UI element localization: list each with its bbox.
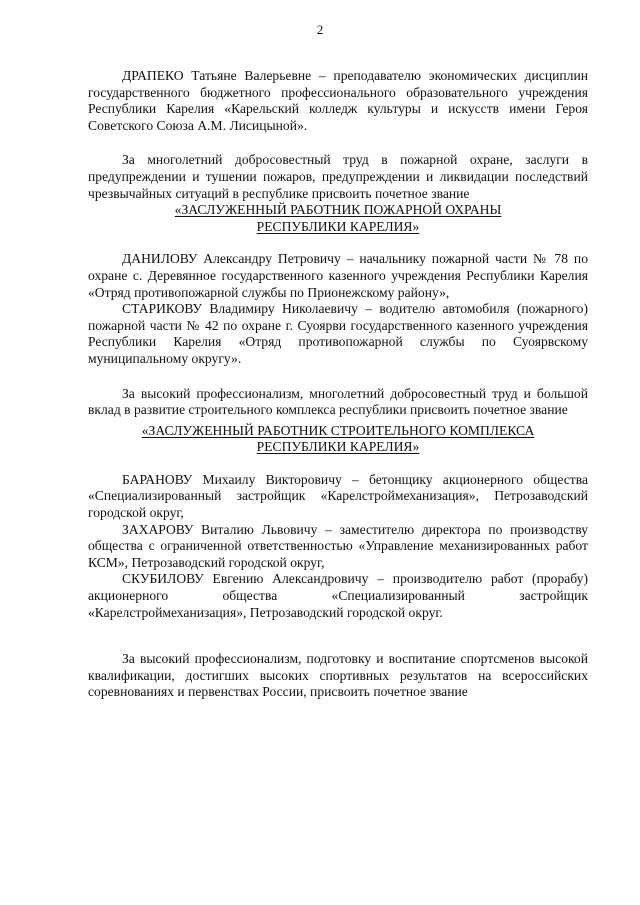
paragraph-drapeko: ДРАПЕКО Татьяне Валерьевне – преподавателю экономических дисциплин государственного бюджетного профессионального образовательного учреждения Республики Карелия «Карельский колледж культуры и искусств имени Героя Советского Союза А.М. Лисицыной». (88, 68, 588, 133)
paragraph-baranov: БАРАНОВУ Михаилу Викторовичу – бетонщику акционерного общества «Специализированный застройщик «Карелстроймеханизация», Петрозаводский городской округ, (88, 471, 588, 521)
paragraph-zakharov: ЗАХАРОВУ Виталию Львовичу – заместителю директора по производству общества с ограниченной ответственностью «Управление механизированных работ КСМ», Петрозаводский городской округ, (88, 521, 588, 570)
paragraph-starikov: СТАРИКОВУ Владимиру Николаевичу – водителю автомобиля (пожарного) пожарной части № 42 по охране г. Суоярви государственного казенного учреждения Республики Карелия «Отряд противопожарной службы по Суоярвскому муниципальному округу». (88, 301, 588, 366)
paragraph-build-intro: За высокий профессионализм, многолетний добросовестный труд и большой вклад в развитие строительного комплекса республики присвоить почетное звание (88, 385, 588, 418)
build-award-title-line-2: РЕСПУБЛИКИ КАРЕЛИЯ» (256, 439, 420, 455)
page-number: 2 (316, 22, 324, 37)
fire-award-title-line-1: «ЗАСЛУЖЕННЫЙ РАБОТНИК ПОЖАРНОЙ ОХРАНЫ (174, 202, 502, 218)
paragraph-sport-intro: За высокий профессионализм, подготовку и воспитание спортсменов высокой квалификации, достигших высоких спортивных результатов на всероссийских соревнованиях и первенствах России, присвоить почетное звание (88, 651, 588, 700)
paragraph-fire-intro: За многолетний добросовестный труд в пожарной охране, заслуги в предупреждении и тушении пожаров, предупреждении и ликвидации последствий чрезвычайных ситуаций в республике присвоить почетное звание (88, 152, 588, 201)
paragraph-skubilov: СКУБИЛОВУ Евгению Александровичу – производителю работ (прорабу) акционерного общества «Специализированный застройщик «Карелстроймеханизация», Петрозаводский городской округ. (88, 571, 588, 620)
paragraph-danilov: ДАНИЛОВУ Александру Петровичу – начальнику пожарной части № 78 по охране с. Деревянное государственного казенного учреждения Республики Карелия «Отряд противопожарной службы по Прионежскому району», (88, 251, 588, 300)
fire-award-title-line-2: РЕСПУБЛИКИ КАРЕЛИЯ» (256, 218, 420, 234)
build-award-title-line-1: «ЗАСЛУЖЕННЫЙ РАБОТНИК СТРОИТЕЛЬНОГО КОМПЛЕКСА (141, 422, 535, 438)
document-body (88, 68, 588, 701)
